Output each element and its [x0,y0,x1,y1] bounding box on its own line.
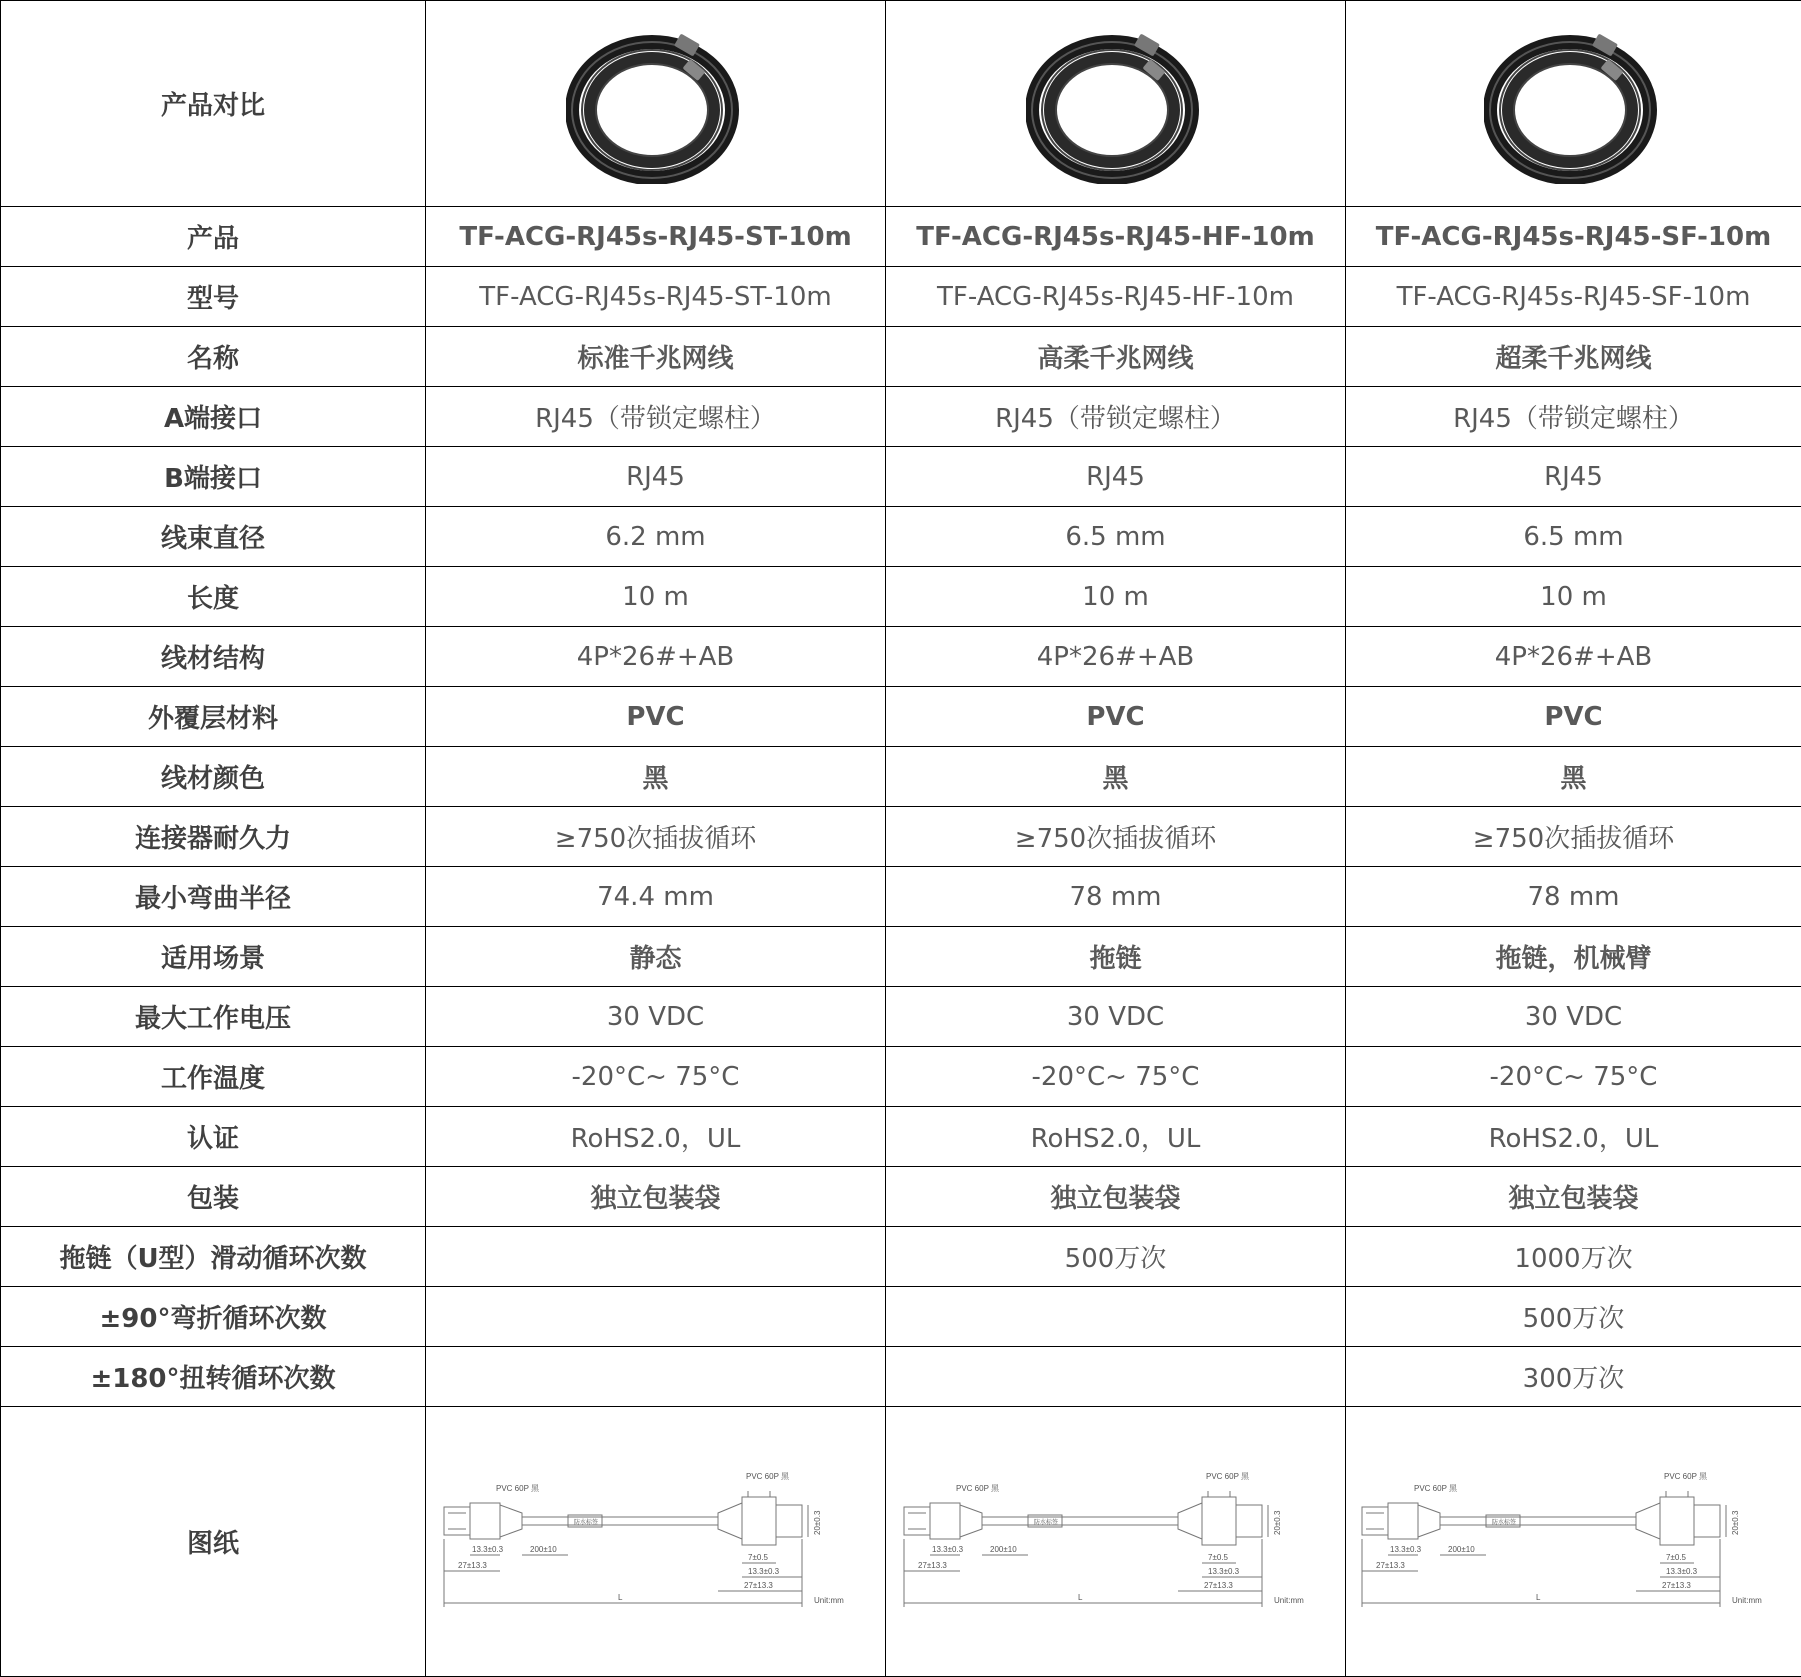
spec-value: 10 m [426,567,886,627]
spec-value: RJ45 [1346,447,1801,507]
row-label: 最大工作电压 [1,987,426,1047]
spec-value: RJ45（带锁定螺柱） [1346,387,1801,447]
dim-right-b: 13.3±0.3 [747,1566,779,1576]
cable-photo-icon [1484,24,1664,184]
spec-value: ≥750次插拔循环 [886,807,1346,867]
row-label: ±90°弯折循环次数 [1,1287,426,1347]
spec-value: TF-ACG-RJ45s-RJ45-HF-10m [886,267,1346,327]
dim-height: 20±0.3 [1272,1510,1282,1535]
row-label: 型号 [1,267,426,327]
unit-note: Unit:mm [1273,1595,1304,1605]
spec-value: 4P*26#+AB [1346,627,1801,687]
spec-value: 4P*26#+AB [426,627,886,687]
spec-value: TF-ACG-RJ45s-RJ45-ST-10m [426,207,886,267]
row-label: ±180°扭转循环次数 [1,1347,426,1407]
waterproof-label-note: 防水标签 [1033,1519,1058,1526]
row-label: 包装 [1,1167,426,1227]
jacket-note-left: PVC 60P 黑 [1413,1483,1457,1493]
spec-value: 78 mm [886,867,1346,927]
drawing-cell [426,1407,886,1677]
dim-plug: 27±13.3 [917,1560,947,1570]
spec-value: 6.5 mm [886,507,1346,567]
spec-value: 静态 [426,927,886,987]
spec-value: RJ45 [886,447,1346,507]
spec-row-a_interface [1,387,1801,447]
spec-row-diameter [1,507,1801,567]
row-label: 产品 [1,207,426,267]
spec-row-packaging [1,1167,1801,1227]
dim-label: 200±10 [1447,1544,1475,1554]
cable-photo-icon [1026,24,1206,184]
spec-value: 74.4 mm [426,867,886,927]
spec-value [886,1287,1346,1347]
spec-row-model [1,267,1801,327]
spec-value: TF-ACG-RJ45s-RJ45-HF-10m [886,207,1346,267]
spec-value: 拖链 [886,927,1346,987]
row-label: 适用场景 [1,927,426,987]
spec-value [886,1347,1346,1407]
cable-drawing [1354,1467,1794,1617]
dim-label: 200±10 [529,1544,557,1554]
dim-right-c: 27±13.3 [743,1580,773,1590]
dim-right-c: 27±13.3 [1203,1580,1233,1590]
row-label: 外覆层材料 [1,687,426,747]
spec-value: 78 mm [1346,867,1801,927]
jacket-note-left: PVC 60P 黑 [955,1483,999,1493]
spec-value [426,1227,886,1287]
spec-row-certification [1,1107,1801,1167]
spec-value: RJ45（带锁定螺柱） [886,387,1346,447]
waterproof-label-note: 防水标签 [573,1519,598,1526]
spec-row-b_interface [1,447,1801,507]
dim-boot: 13.3±0.3 [1389,1544,1421,1554]
spec-value [426,1347,886,1407]
spec-row-bend_radius [1,867,1801,927]
header-label-cell: 产品对比 [1,1,426,207]
spec-row-durability [1,807,1801,867]
jacket-note-right: PVC 60P 黑 [1205,1471,1249,1481]
spec-row-temperature [1,1047,1801,1107]
dim-right-b: 13.3±0.3 [1665,1566,1697,1576]
spec-value [426,1287,886,1347]
row-label: 拖链（U型）滑动循环次数 [1,1227,426,1287]
drawing-cell [1346,1407,1801,1677]
spec-value: 30 VDC [1346,987,1801,1047]
row-label: 线材结构 [1,627,426,687]
spec-value: ≥750次插拔循环 [1346,807,1801,867]
spec-value: 黑 [426,747,886,807]
product-image-cell [886,1,1346,207]
spec-value: 独立包装袋 [886,1167,1346,1227]
waterproof-label-note: 防水标签 [1491,1519,1516,1526]
drawing-label: 图纸 [1,1407,426,1677]
dim-right-a: 7±0.5 [1665,1552,1686,1562]
spec-value: RJ45（带锁定螺柱） [426,387,886,447]
spec-value: 独立包装袋 [1346,1167,1801,1227]
spec-value: 500万次 [1346,1287,1801,1347]
dim-label: 200±10 [989,1544,1017,1554]
spec-row-color [1,747,1801,807]
spec-value: -20°C~ 75°C [426,1047,886,1107]
row-label: B端接口 [1,447,426,507]
drawing-cell [886,1407,1346,1677]
spec-value: 拖链，机械臂 [1346,927,1801,987]
spec-row-length [1,567,1801,627]
spec-value: TF-ACG-RJ45s-RJ45-ST-10m [426,267,886,327]
dim-right-b: 13.3±0.3 [1207,1566,1239,1576]
spec-value: RoHS2.0，UL [1346,1107,1801,1167]
spec-row-name [1,327,1801,387]
spec-row-drag_chain_cycles [1,1227,1801,1287]
dim-right-a: 7±0.5 [747,1552,768,1562]
jacket-note-left: PVC 60P 黑 [495,1483,539,1493]
spec-value: ≥750次插拔循环 [426,807,886,867]
row-label: 名称 [1,327,426,387]
spec-row-structure [1,627,1801,687]
spec-value: 300万次 [1346,1347,1801,1407]
row-label: 连接器耐久力 [1,807,426,867]
jacket-note-right: PVC 60P 黑 [1663,1471,1707,1481]
spec-value: PVC [1346,687,1801,747]
cable-drawing [896,1467,1336,1617]
spec-row-twist_cycles [1,1347,1801,1407]
spec-value: 6.5 mm [1346,507,1801,567]
spec-value: 黑 [886,747,1346,807]
product-image-cell [1346,1,1801,207]
dim-right-c: 27±13.3 [1661,1580,1691,1590]
spec-value: 30 VDC [426,987,886,1047]
dim-plug: 27±13.3 [457,1560,487,1570]
spec-value: RoHS2.0，UL [886,1107,1346,1167]
spec-value: 独立包装袋 [426,1167,886,1227]
spec-value: 6.2 mm [426,507,886,567]
row-label: 线材颜色 [1,747,426,807]
dim-height: 20±0.3 [812,1510,822,1535]
dim-boot: 13.3±0.3 [931,1544,963,1554]
row-label: 工作温度 [1,1047,426,1107]
spec-row-voltage [1,987,1801,1047]
dim-boot: 13.3±0.3 [471,1544,503,1554]
row-label: A端接口 [1,387,426,447]
jacket-note-right: PVC 60P 黑 [745,1471,789,1481]
spec-value: 标准千兆网线 [426,327,886,387]
image-row [1,1,1801,207]
dim-height: 20±0.3 [1730,1510,1740,1535]
spec-value: 超柔千兆网线 [1346,327,1801,387]
spec-row-product [1,207,1801,267]
drawing-row [1,1407,1801,1677]
cable-photo-icon [566,24,746,184]
product-image-cell [426,1,886,207]
row-label: 认证 [1,1107,426,1167]
spec-value: TF-ACG-RJ45s-RJ45-SF-10m [1346,207,1801,267]
spec-value: 黑 [1346,747,1801,807]
dim-length: L [1535,1592,1540,1602]
spec-value: 10 m [886,567,1346,627]
row-label: 长度 [1,567,426,627]
spec-value: 500万次 [886,1227,1346,1287]
row-label: 线束直径 [1,507,426,567]
spec-value: 10 m [1346,567,1801,627]
spec-value: -20°C~ 75°C [886,1047,1346,1107]
spec-value: -20°C~ 75°C [1346,1047,1801,1107]
spec-value: PVC [426,687,886,747]
spec-value: RoHS2.0，UL [426,1107,886,1167]
spec-row-jacket [1,687,1801,747]
unit-note: Unit:mm [1731,1595,1762,1605]
spec-value: 高柔千兆网线 [886,327,1346,387]
spec-value: 30 VDC [886,987,1346,1047]
cable-drawing [436,1467,876,1617]
dim-length: L [1077,1592,1082,1602]
dim-right-a: 7±0.5 [1207,1552,1228,1562]
spec-row-bend_cycles [1,1287,1801,1347]
spec-value: 1000万次 [1346,1227,1801,1287]
unit-note: Unit:mm [813,1595,844,1605]
row-label: 最小弯曲半径 [1,867,426,927]
dim-length: L [617,1592,622,1602]
spec-value: 4P*26#+AB [886,627,1346,687]
dim-plug: 27±13.3 [1375,1560,1405,1570]
spec-value: TF-ACG-RJ45s-RJ45-SF-10m [1346,267,1801,327]
spec-value: RJ45 [426,447,886,507]
spec-row-scenario [1,927,1801,987]
spec-value: PVC [886,687,1346,747]
